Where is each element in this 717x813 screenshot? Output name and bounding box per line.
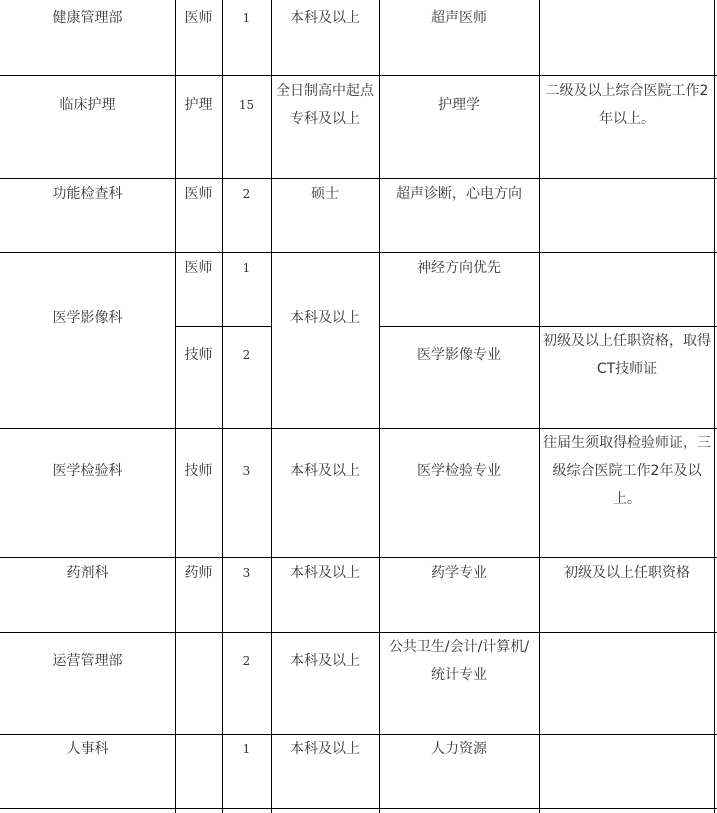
count-cell: 2	[242, 187, 251, 201]
dept-cell: 运营管理部	[52, 653, 123, 669]
major-cell: 药学专业	[431, 565, 487, 581]
education-cell: 本科及以上	[290, 565, 360, 581]
dept-cell: 临床护理	[59, 97, 116, 113]
count-cell: 3	[242, 464, 251, 478]
education-cell: 本科及以上	[290, 653, 360, 669]
major-cell: 公共卫生/会计/计算机/统计专业	[388, 639, 530, 683]
education-cell: 本科及以上	[290, 741, 360, 757]
major-cell: 神经方向优先	[417, 260, 501, 276]
dept-cell: 医学影像科	[52, 310, 123, 326]
role-cell: 医师	[184, 10, 213, 26]
role-cell: 技师	[184, 463, 213, 479]
major-cell: 人力资源	[431, 741, 487, 757]
requirement-cell: 初级及以上任职资格	[564, 565, 690, 581]
count-cell: 1	[242, 261, 251, 275]
role-cell: 药师	[184, 565, 213, 581]
requirement-cell: 往届生须取得检验师证，三级综合医院工作2年及以上。	[543, 435, 711, 507]
major-cell: 超声诊断，心电方向	[396, 186, 522, 202]
role-cell: 医师	[184, 260, 213, 276]
requirement-cell: 二级及以上综合医院工作2年以上。	[545, 83, 709, 127]
count-cell: 2	[242, 654, 251, 668]
major-cell: 医学检验专业	[417, 463, 501, 479]
major-cell: 超声医师	[431, 10, 487, 26]
dept-cell: 人事科	[66, 741, 109, 757]
major-cell: 医学影像专业	[417, 347, 501, 363]
count-cell: 15	[238, 98, 255, 112]
education-cell: 本科及以上	[290, 463, 360, 479]
count-cell: 3	[242, 566, 251, 580]
major-cell: 护理学	[438, 97, 480, 113]
count-cell: 1	[242, 11, 251, 25]
education-cell: 硕士	[311, 186, 339, 202]
education-cell: 全日制高中起点专科及以上	[276, 83, 374, 127]
dept-cell: 功能检查科	[52, 186, 123, 202]
dept-cell: 健康管理部	[52, 10, 123, 26]
count-cell: 2	[242, 348, 251, 362]
education-cell: 本科及以上	[290, 10, 360, 26]
requirement-cell: 初级及以上任职资格，取得CT技师证	[543, 333, 711, 377]
education-cell: 本科及以上	[290, 310, 360, 326]
role-cell: 护理	[184, 97, 213, 113]
dept-cell: 医学检验科	[52, 463, 123, 479]
count-cell: 1	[242, 742, 251, 756]
dept-cell: 药剂科	[66, 565, 109, 581]
role-cell: 医师	[184, 186, 213, 202]
role-cell: 技师	[184, 347, 213, 363]
